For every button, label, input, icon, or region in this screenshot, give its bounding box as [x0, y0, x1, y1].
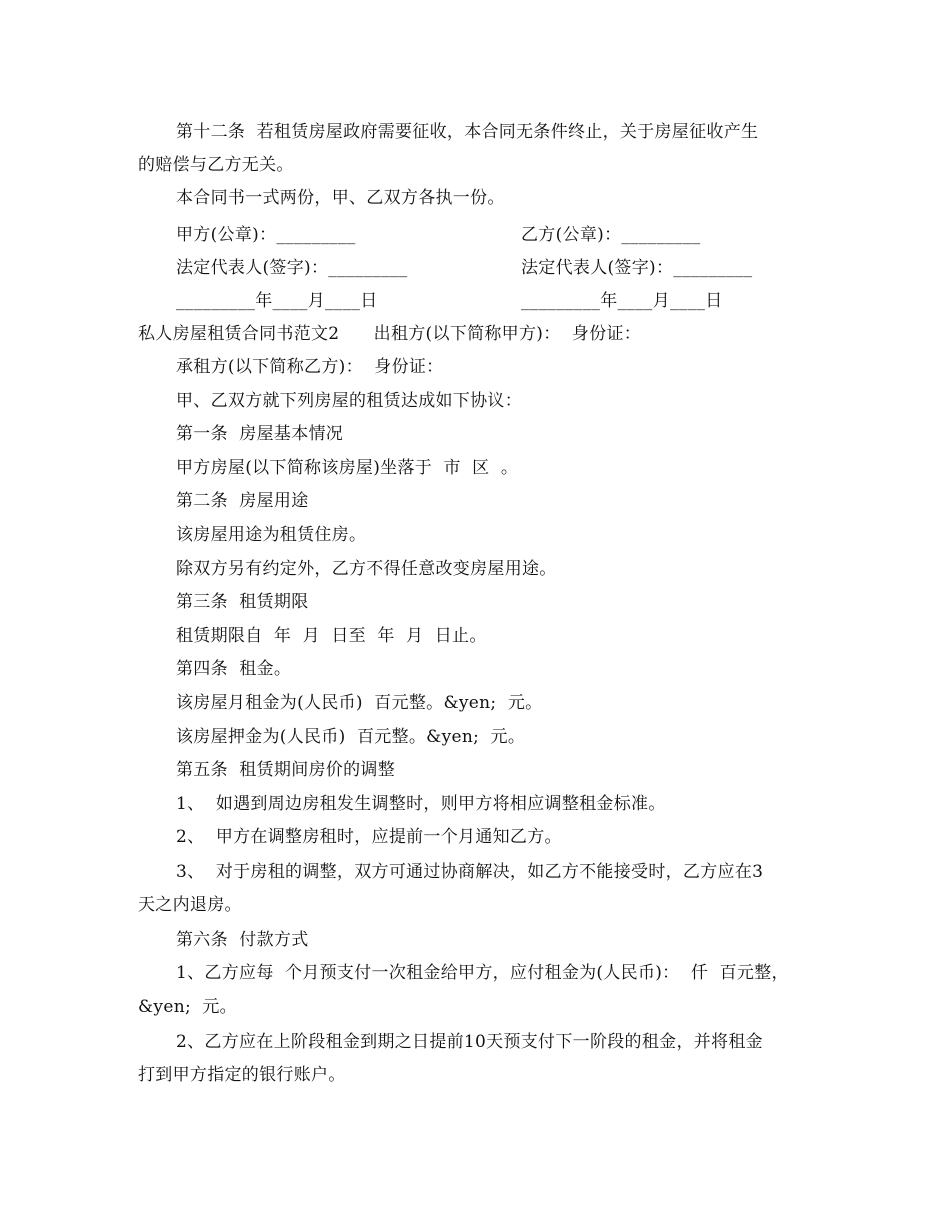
clause-5-item-2: 2、 甲方在调整房租时，应提前一个月通知乙方。	[176, 827, 562, 847]
clause-12-text: 第十二条 若租赁房屋政府需要征收，本合同无条件终止，关于房屋征收产生	[176, 122, 759, 142]
clause-1-text: 甲方房屋(以下简称该房屋)坐落于 市 区 。	[176, 458, 519, 478]
clause-6-item-2-cont: 打到甲方指定的银行账户。	[138, 1065, 346, 1085]
monthly-rent-line: 该房屋月租金为(人民币) 百元整。&yen; 元。	[176, 693, 543, 713]
clause-5-heading: 第五条 租赁期间房价的调整	[176, 760, 396, 780]
clause-6-item-1-cont: &yen; 元。	[138, 997, 237, 1017]
lessee-line: 承租方(以下简称乙方)： 身份证：	[176, 357, 444, 377]
clause-1-heading: 第一条 房屋基本情况	[176, 424, 344, 444]
clause-6-item-2: 2、乙方应在上阶段租金到期之日提前10天预支付下一阶段的租金，并将租金	[176, 1032, 763, 1052]
clause-12-text-cont: 的赔偿与乙方无关。	[138, 155, 294, 175]
party-a-date-field: _________年____月____日	[176, 291, 378, 311]
clause-3-heading: 第三条 租赁期限	[176, 592, 309, 612]
clause-5-item-3-cont: 天之内退房。	[138, 895, 242, 915]
clause-5-item-3: 3、 对于房租的调整，双方可通过协商解决，如乙方不能接受时，乙方应在3	[176, 862, 764, 882]
clause-4-heading: 第四条 租金。	[176, 659, 292, 679]
deposit-line: 该房屋押金为(人民币) 百元整。&yen; 元。	[176, 727, 526, 747]
clause-6-heading: 第六条 付款方式	[176, 930, 309, 950]
clause-2-text: 该房屋用途为租赁住房。	[176, 525, 367, 545]
clause-5-item-1: 1、 如遇到周边房租发生调整时，则甲方将相应调整租金标准。	[176, 794, 666, 814]
party-b-date-field: _________年____月____日	[521, 291, 723, 311]
party-b-seal-field: 乙方(公章)：_________	[521, 225, 701, 245]
clause-2-text-2: 除双方另有约定外，乙方不得任意改变房屋用途。	[176, 559, 557, 579]
clause-3-text: 租赁期限自 年 月 日至 年 月 日止。	[176, 626, 487, 646]
clause-6-item-1: 1、乙方应每 个月预支付一次租金给甲方，应付租金为(人民币)： 仟 百元整，	[176, 963, 789, 983]
party-a-seal-field: 甲方(公章)：_________	[176, 225, 356, 245]
clause-2-heading: 第二条 房屋用途	[176, 491, 309, 511]
agreement-intro: 甲、乙双方就下列房屋的租赁达成如下协议：	[176, 391, 522, 411]
party-a-representative-field: 法定代表人(签字)：_________	[176, 258, 408, 278]
copies-statement: 本合同书一式两份，甲、乙双方各执一份。	[176, 188, 505, 208]
party-b-representative-field: 法定代表人(签字)：_________	[521, 258, 753, 278]
sample-2-heading: 私人房屋租赁合同书范文2 出租方(以下简称甲方)： 身份证：	[138, 324, 642, 344]
